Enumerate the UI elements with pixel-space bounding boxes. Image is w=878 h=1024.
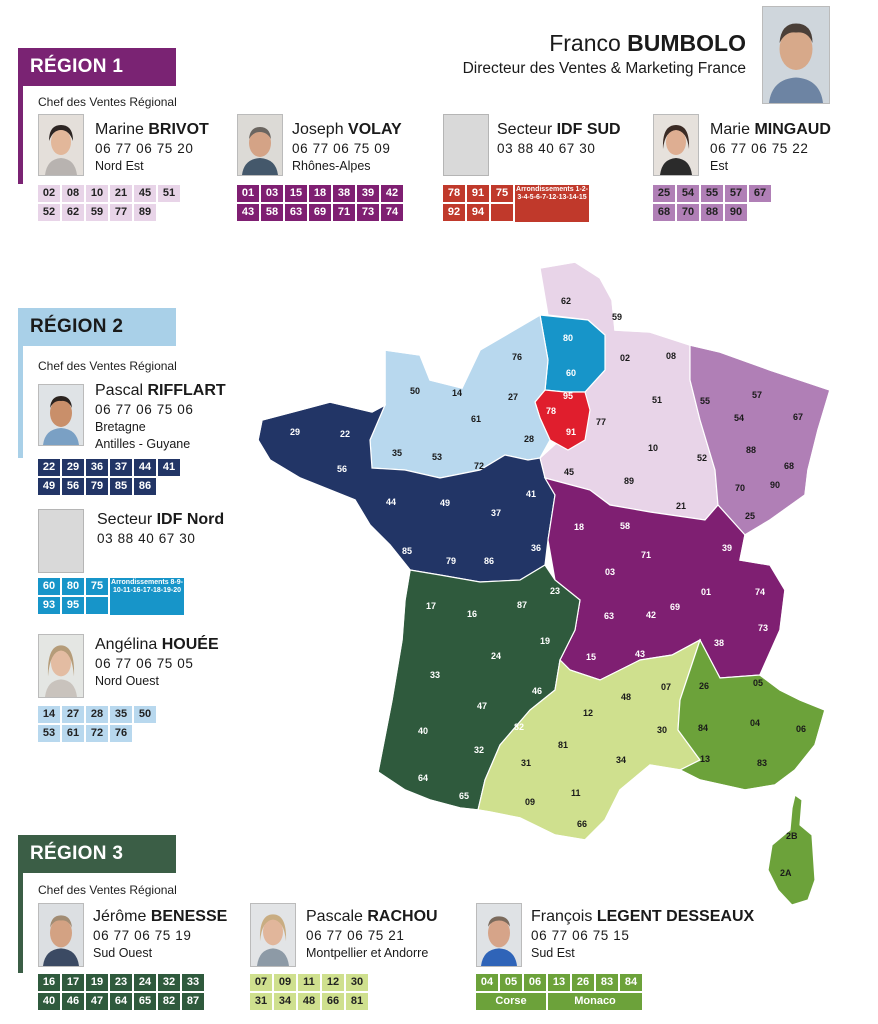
region2-chef-label: Chef des Ventes Régional	[38, 359, 177, 373]
dept-label: 03	[605, 567, 616, 577]
dept-code: 73	[357, 204, 379, 221]
dept-code: 67	[749, 185, 771, 202]
dept-label: 56	[337, 464, 348, 474]
idf-sud-phone: 03 88 40 67 30	[497, 141, 596, 156]
dept-code: 34	[274, 993, 296, 1010]
dept-label: 77	[596, 417, 607, 427]
dept-code: 64	[110, 993, 132, 1010]
dept-label: 26	[699, 681, 710, 691]
dept-label: 76	[512, 352, 523, 362]
dept-code: 33	[182, 974, 204, 991]
dept-code: 76	[110, 725, 132, 742]
francois-legent-area: Sud Est	[531, 946, 575, 960]
dept-code: 58	[261, 204, 283, 221]
dept-code: 04	[476, 974, 498, 991]
dept-label: 70	[735, 483, 746, 493]
dept-label: 11	[571, 788, 581, 798]
joseph-volay-photo	[237, 114, 283, 176]
dept-code: 70	[677, 204, 699, 221]
dept-code: 27	[62, 706, 84, 723]
dept-label: 86	[484, 556, 495, 566]
dept-code: 78	[443, 185, 465, 202]
dept-label: 47	[477, 701, 488, 711]
region3-bar	[18, 873, 23, 973]
dept-label: 32	[474, 745, 485, 755]
dept-label: 04	[750, 718, 761, 728]
dept-label: 63	[604, 611, 615, 621]
dept-code: 12	[322, 974, 344, 991]
dept-code: 53	[38, 725, 60, 742]
marine-brivot-photo	[38, 114, 84, 176]
dept-code: 86	[134, 478, 156, 495]
dept-code: 71	[333, 204, 355, 221]
dept-label: 40	[418, 726, 429, 736]
dept-label: 34	[616, 755, 627, 765]
region3-chef-label: Chef des Ventes Régional	[38, 883, 177, 897]
pascal-rifflart-photo	[38, 384, 84, 446]
dept-code: 56	[62, 478, 84, 495]
dept-label: 13	[700, 754, 711, 764]
idf-sud-placeholder	[443, 114, 489, 176]
jerome-benesse-photo	[38, 903, 84, 967]
dept-label: 16	[467, 609, 478, 619]
dept-label: 74	[755, 587, 766, 597]
idf-nord-phone: 03 88 40 67 30	[97, 531, 196, 546]
dept-label: 82	[514, 722, 525, 732]
dept-label: 62	[561, 296, 572, 306]
idf-sud-arrondissements: Arrondissements 1-2-3-4-5-6-7-12-13-14-15	[515, 185, 589, 222]
dept-code: 36	[86, 459, 108, 476]
region2-title: RÉGION 2	[18, 308, 176, 346]
dept-code: 18	[309, 185, 331, 202]
dept-label: 52	[697, 453, 708, 463]
idf-sud-codes	[443, 185, 589, 221]
dept-code: 46	[62, 993, 84, 1010]
dept-label: 57	[752, 390, 763, 400]
dept-label: 43	[635, 649, 646, 659]
dept-code: 40	[38, 993, 60, 1010]
dept-code: 69	[309, 204, 331, 221]
idf-nord-arrondissements: Arrondissements 8-9-10-11-16-17-18-19-20	[110, 578, 184, 615]
dept-code: 06	[524, 974, 546, 991]
idf-nord-placeholder	[38, 509, 84, 573]
dept-label: 69	[670, 602, 681, 612]
dept-code: 03	[261, 185, 283, 202]
region1-bar	[18, 86, 23, 184]
director-name	[549, 30, 746, 57]
dept-code: 74	[381, 204, 403, 221]
dept-code: 72	[86, 725, 108, 742]
dept-label: 91	[566, 427, 577, 437]
dept-label: 17	[426, 601, 437, 611]
dept-label: 68	[784, 461, 795, 471]
dept-code: 75	[86, 578, 108, 595]
dept-code: 39	[357, 185, 379, 202]
dept-label: 87	[517, 600, 528, 610]
dept-label: 42	[646, 610, 657, 620]
dept-label: 06	[796, 724, 807, 734]
dept-code: 95	[62, 597, 84, 614]
dept-code: 75	[491, 185, 513, 202]
dept-code: 87	[182, 993, 204, 1010]
dept-code: 94	[467, 204, 489, 221]
dept-code: 83	[596, 974, 618, 991]
pascale-rachou-codes	[250, 974, 368, 1010]
dept-code: 02	[38, 185, 60, 202]
pascal-rifflart-name: Pascal RIFFLART	[95, 382, 226, 399]
dept-label: 50	[410, 386, 421, 396]
dept-label: 28	[524, 434, 535, 444]
angelina-houee-area: Nord Ouest	[95, 674, 159, 688]
dept-code: 62	[62, 204, 84, 221]
dept-label: 01	[701, 587, 712, 597]
dept-label: 49	[440, 498, 451, 508]
dept-code: 77	[110, 204, 132, 221]
dept-label: 48	[621, 692, 632, 702]
corse-zone	[768, 795, 815, 905]
marie-mingaud-phone: 06 77 06 75 22	[710, 141, 809, 156]
dept-code: 16	[38, 974, 60, 991]
dept-label: 83	[757, 758, 768, 768]
dept-code: 54	[677, 185, 699, 202]
jerome-benesse-phone: 06 77 06 75 19	[93, 928, 192, 943]
region2-bar	[18, 346, 23, 458]
director-photo	[762, 6, 830, 104]
dept-label: 36	[531, 543, 542, 553]
dept-code: 89	[134, 204, 156, 221]
dept-code: 61	[62, 725, 84, 742]
dept-code: 14	[38, 706, 60, 723]
dept-code: 30	[346, 974, 368, 991]
dept-code: 81	[346, 993, 368, 1010]
region1-chef-label: Chef des Ventes Régional	[38, 95, 177, 109]
dept-label: 78	[546, 406, 557, 416]
dept-label: 18	[574, 522, 585, 532]
dept-code: 55	[701, 185, 723, 202]
dept-label: 46	[532, 686, 543, 696]
dept-code: 25	[653, 185, 675, 202]
dept-code: 66	[322, 993, 344, 1010]
dept-code: 17	[62, 974, 84, 991]
pascal-rifflart-area: Bretagne	[95, 420, 146, 434]
dept-label: 07	[661, 682, 672, 692]
dept-code: 11	[298, 974, 320, 991]
dept-label: 2A	[780, 868, 792, 878]
pascal-rifflart-codes	[38, 459, 180, 495]
joseph-volay-area: Rhônes-Alpes	[292, 159, 371, 173]
pascale-rachou-phone: 06 77 06 75 21	[306, 928, 405, 943]
dept-label: 27	[508, 392, 519, 402]
marine-brivot-name: Marine BRIVOT	[95, 121, 209, 138]
dept-label: 23	[550, 586, 561, 596]
dept-code: 38	[333, 185, 355, 202]
dept-label: 35	[392, 448, 403, 458]
dept-code: 24	[134, 974, 156, 991]
dept-label: 85	[402, 546, 413, 556]
dept-code: 07	[250, 974, 272, 991]
dept-code: 68	[653, 204, 675, 221]
dept-label: 45	[564, 467, 575, 477]
dept-code: 51	[158, 185, 180, 202]
dept-label: 67	[793, 412, 804, 422]
marie-mingaud-photo	[653, 114, 699, 176]
dept-code: 60	[38, 578, 60, 595]
dept-label: 09	[525, 797, 536, 807]
dept-label: 84	[698, 723, 709, 733]
dept-label: 60	[566, 368, 577, 378]
dept-label: 33	[430, 670, 441, 680]
francois-legent-phone: 06 77 06 75 15	[531, 928, 630, 943]
dept-label: 2B	[786, 831, 798, 841]
joseph-volay-name: Joseph VOLAY	[292, 121, 402, 138]
dept-code: 79	[86, 478, 108, 495]
dept-label: 79	[446, 556, 457, 566]
angelina-houee-codes	[38, 706, 156, 742]
dept-code: 29	[62, 459, 84, 476]
angelina-houee-photo	[38, 634, 84, 698]
dept-code: 37	[110, 459, 132, 476]
dept-label: 19	[540, 636, 551, 646]
dept-label: 02	[620, 353, 631, 363]
dept-code: 35	[110, 706, 132, 723]
dept-code: 19	[86, 974, 108, 991]
dept-label: 24	[491, 651, 502, 661]
idf-nord-codes	[38, 578, 184, 614]
francois-legent-name: François LEGENT DESSEAUX	[531, 908, 755, 925]
dept-code: 42	[381, 185, 403, 202]
dept-code-blank	[491, 204, 513, 221]
marine-brivot-phone: 06 77 06 75 20	[95, 141, 194, 156]
dept-code: 85	[110, 478, 132, 495]
region1-title: RÉGION 1	[18, 48, 176, 86]
dept-label: 14	[452, 388, 463, 398]
dept-code: 82	[158, 993, 180, 1010]
dept-code-blank	[86, 597, 108, 614]
dept-code: 92	[443, 204, 465, 221]
pascale-rachou-name: Pascale RACHOU	[306, 908, 438, 925]
monaco-label: Monaco	[548, 993, 642, 1010]
pascal-rifflart-phone: 06 77 06 75 06	[95, 402, 194, 417]
dept-code: 05	[500, 974, 522, 991]
dept-label: 80	[563, 333, 574, 343]
dept-label: 38	[714, 638, 725, 648]
dept-label: 05	[753, 678, 764, 688]
dept-code: 50	[134, 706, 156, 723]
dept-code: 63	[285, 204, 307, 221]
dept-label: 31	[521, 758, 532, 768]
dept-label: 90	[770, 480, 781, 490]
director-title: Directeur des Ventes & Marketing France	[462, 60, 746, 77]
dept-label: 39	[722, 543, 733, 553]
dept-code: 08	[62, 185, 84, 202]
dept-code: 09	[274, 974, 296, 991]
dept-code: 13	[548, 974, 570, 991]
marie-mingaud-name: Marie MINGAUD	[710, 121, 831, 138]
dept-code: 15	[285, 185, 307, 202]
jerome-benesse-name: Jérôme BENESSE	[93, 908, 228, 925]
marine-brivot-area: Nord Est	[95, 159, 144, 173]
dept-label: 66	[577, 819, 588, 829]
dept-code: 88	[701, 204, 723, 221]
dept-label: 58	[620, 521, 631, 531]
dept-label: 37	[491, 508, 502, 518]
director-first-name: Franco	[549, 30, 621, 56]
francois-legent-codes	[476, 974, 642, 1010]
pascal-rifflart-area2: Antilles - Guyane	[95, 437, 191, 451]
dept-label: 53	[432, 452, 443, 462]
dept-code: 26	[572, 974, 594, 991]
dept-label: 64	[418, 773, 429, 783]
france-departments-map	[255, 260, 835, 878]
angelina-houee-name: Angélina HOUÉE	[95, 636, 219, 653]
marie-mingaud-codes	[653, 185, 771, 221]
dept-label: 55	[700, 396, 711, 406]
dept-code: 48	[298, 993, 320, 1010]
dept-label: 21	[676, 501, 687, 511]
dept-code: 80	[62, 578, 84, 595]
dept-code: 28	[86, 706, 108, 723]
pascale-rachou-photo	[250, 903, 296, 967]
idf-nord-name: Secteur IDF Nord	[97, 511, 225, 528]
dept-label: 54	[734, 413, 745, 423]
dept-label: 22	[340, 429, 351, 439]
dept-code: 01	[237, 185, 259, 202]
jerome-benesse-codes	[38, 974, 204, 1010]
dept-label: 15	[586, 652, 597, 662]
jerome-benesse-area: Sud Ouest	[93, 946, 153, 960]
dept-label: 10	[648, 443, 659, 453]
dept-code: 41	[158, 459, 180, 476]
dept-code: 43	[237, 204, 259, 221]
dept-label: 81	[558, 740, 569, 750]
dept-label: 08	[666, 351, 677, 361]
dept-code: 31	[250, 993, 272, 1010]
dept-code: 91	[467, 185, 489, 202]
dept-label: 44	[386, 497, 397, 507]
dept-label: 12	[583, 708, 594, 718]
dept-label: 41	[526, 489, 537, 499]
dept-code: 45	[134, 185, 156, 202]
director-last-name: BUMBOLO	[627, 30, 746, 56]
idf-sud-name: Secteur IDF SUD	[497, 121, 621, 138]
dept-label: 30	[657, 725, 668, 735]
dept-label: 88	[746, 445, 757, 455]
dept-code: 21	[110, 185, 132, 202]
dept-code: 57	[725, 185, 747, 202]
region3-title: RÉGION 3	[18, 835, 176, 873]
corse-label: Corse	[476, 993, 546, 1010]
dept-code: 22	[38, 459, 60, 476]
angelina-houee-phone: 06 77 06 75 05	[95, 656, 194, 671]
dept-code: 93	[38, 597, 60, 614]
dept-code: 90	[725, 204, 747, 221]
francois-legent-photo	[476, 903, 522, 967]
dept-label: 73	[758, 623, 769, 633]
dept-code: 44	[134, 459, 156, 476]
dept-label: 51	[652, 395, 663, 405]
joseph-volay-phone: 06 77 06 75 09	[292, 141, 391, 156]
dept-code: 23	[110, 974, 132, 991]
dept-label: 95	[563, 391, 574, 401]
idf-nord-zone	[540, 315, 605, 392]
dept-label: 25	[745, 511, 756, 521]
joseph-volay-codes	[237, 185, 403, 221]
dept-label: 89	[624, 476, 635, 486]
dept-label: 65	[459, 791, 470, 801]
marie-mingaud-area: Est	[710, 159, 729, 173]
marine-brivot-codes	[38, 185, 180, 221]
dept-code: 49	[38, 478, 60, 495]
dept-code: 47	[86, 993, 108, 1010]
dept-code: 65	[134, 993, 156, 1010]
dept-label: 61	[471, 414, 482, 424]
dept-label: 59	[612, 312, 623, 322]
dept-label: 72	[474, 461, 485, 471]
dept-code: 84	[620, 974, 642, 991]
dept-label: 71	[641, 550, 652, 560]
dept-code: 52	[38, 204, 60, 221]
dept-label: 29	[290, 427, 301, 437]
dept-code: 59	[86, 204, 108, 221]
dept-code: 32	[158, 974, 180, 991]
pascale-rachou-area: Montpellier et Andorre	[306, 946, 429, 960]
dept-code: 10	[86, 185, 108, 202]
